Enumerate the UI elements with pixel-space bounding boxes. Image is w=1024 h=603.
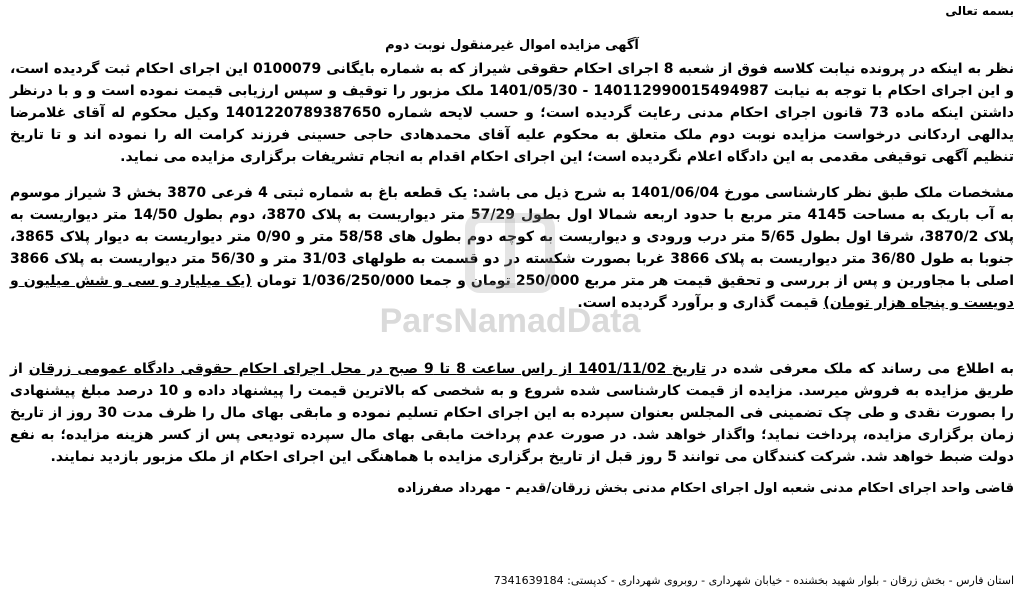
notice-paragraph-intro: نظر به اینکه در پرونده نیابت کلاسه فوق از شعبه 8 اجرای احکام حقوقی شیراز که به شماره بایگانی 0100079 این اجرای احکام ثبت گردیده است، و این اجرای احکام با توجه به نیابت 14011299001549498‌7 - 1401/05/30 ملک مزبور را توقیف و سپس ارزیابی قیمت نموده است و و با درنظر داشتن اینکه ماده 73 قانون اجرای احکام مدنی رعایت گردیده است؛ و حسب لایحه شماره 140122078938765‌0 وکیل محکوم له آقای غلامرضا یدالهی اردکانی درخواست مزایده نوبت دوم ملک متعلق به محکوم علیه آقای محمدهادی حاجی حسینی فرزند کرامت اله را نموده اند و تا تاریخ تنظیم آگهی توقیفی مقدمی به این دادگاه اعلام نگردیده است؛ این اجرای احکام اقدام به انجام تشریفات برگزاری مزایده می نماید. <box>10 61 1014 165</box>
auction-date-location: تاریخ 1401/11/02 از راس ساعت 8 تا 9 صبح در محل اجرای احکام حقوقی دادگاه عمومی زرقان <box>28 361 707 377</box>
watermark-text: ParsNamadData <box>379 302 641 340</box>
judge-signature-line: قاضی واحد اجرای احکام مدنی شعبه اول اجرای احکام مدنی بخش زرقان/قدیم - مهرداد صفرزاده <box>397 481 1014 496</box>
property-price-in-words: (یک میلیارد و سی و شش میلیون و دویست و پنجاه هزار تومان) <box>10 273 1014 311</box>
notice-title: آگهی مزایده اموال غیرمنقول نوبت دوم <box>385 38 639 53</box>
auction-terms-lead: به اطلاع می رساند که ملک معرفی شده در <box>706 361 1014 377</box>
property-specs-tail: قیمت گذاری و برآورد گردیده است. <box>577 295 824 311</box>
property-specs-text: مشخصات ملک طبق نظر کارشناسی مورخ 1401/06/04 به شرح ذیل می باشد: یک قطعه باغ به شماره ثبتی 4 فرعی 3870 بخش 3 شیراز موسوم به آب باریک به مساحت 4145 متر مربع با حدود اربعه شمالا اول بطول 57/29 متر دیواریست به پلاک 3870، دوم بطول 14/50 متر دیواریست به پلاک 3870/2، شرقا اول بطول 5/65 متر درب ورودی و دیواریست به کوچه دوم بطول های 58/58 متر و 0/90 متر دیواریست به دیوار پلاک 3865، جنوبا به طول 36/80 متر دیواریست به پلاک 3866 غربا بصورت شکسته در دو قسمت به طولهای 31/03 متر و 56/30 متر دیواریست به پلاک 3866 اصلی با مجاورین و پس از بررسی و تحقیق قیمت هر متر مربع 250/000 تومان و جمعا 1/036/250/000 تومان <box>10 185 1015 289</box>
court-address: استان فارس - بخش زرقان - بلوار شهید بخشنده - خیابان شهرداری - روبروی شهرداری - کدپستی: 7341639184 <box>493 574 1014 587</box>
auction-terms-body: از طریق مزایده به فروش میرسد. مزایده از قیمت کارشناسی شده شروع و به شخصی که بالاترین قیمت را پیشنهاد داده و 10 درصد مبلغ پیشنهادی را بصورت نقدی و طی چک تضمینی فی المجلس بعنوان سپرده به این اجرای احکام تسلیم نموده و مابقی بهای مال را ظرف مدت 30 روز از تاریخ زمان برگزاری مزایده، پرداخت نماید؛ واگذار خواهد شد. در صورت عدم پرداخت مابقی بهای مال سپرده تودیعی پس از کسر هزینه مزایده؛ به نفع دولت ضبط خواهد شد. شرکت کنندگان می توانند 5 روز قبل از تاریخ برگزاری مزایده با هماهنگی این اجرای احکام از ملک مزبور بازدید نمایند. <box>10 361 1014 465</box>
bismillah-heading: بسمه تعالی <box>945 4 1014 18</box>
notice-paragraph-property-specs <box>10 182 1014 314</box>
notice-paragraph-auction-terms <box>10 358 1014 468</box>
